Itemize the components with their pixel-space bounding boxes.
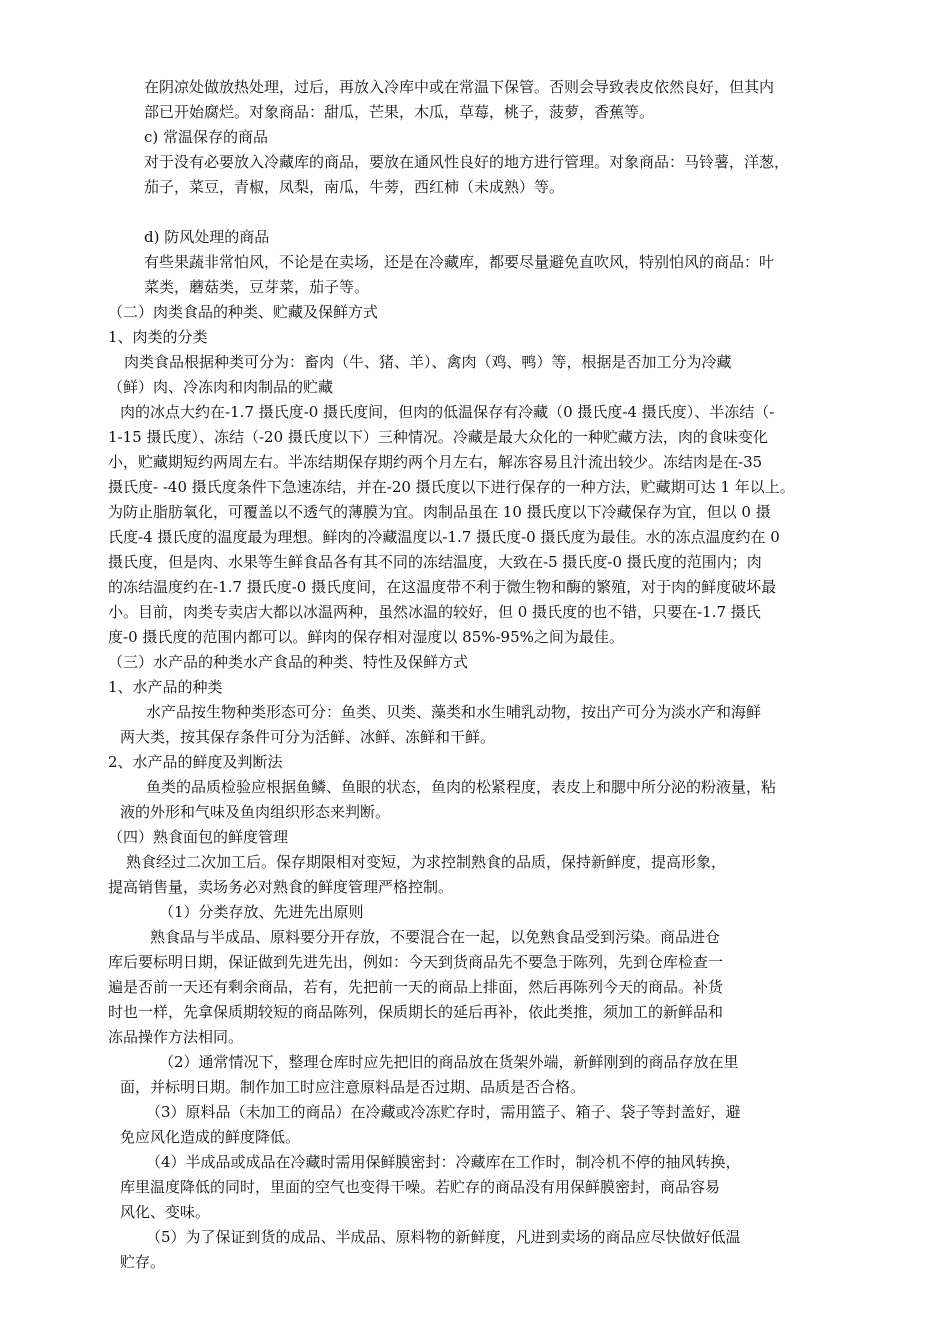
subsection-heading: 1、水产品的种类 <box>108 678 223 696</box>
subsection-heading: 1、肉类的分类 <box>108 328 208 346</box>
text-line: 贮存。 <box>120 1253 166 1271</box>
text-line: 的冻结温度约在-1.7 摄氏度-0 摄氏度间，在这温度带不利于微生物和酶的繁殖，对于肉的鲜度破坏最 <box>108 578 777 596</box>
text-line: 小，贮藏期短约两周左右。半冻结期保存期约两个月左右，解冻容易且汁流出较少。冻结肉是在-35 <box>108 453 763 471</box>
text-line: 氏度-4 摄氏度的温度最为理想。鲜肉的冷藏温度以-1.7 摄氏度-0 摄氏度为最佳。水的冻点温度约在 0 <box>108 528 780 546</box>
text-line: 熟食经过二次加工后。保存期限相对变短，为求控制熟食的品质，保持新鲜度，提高形象， <box>126 853 727 871</box>
numbered-item-2: （2）通常情况下，整理仓库时应先把旧的商品放在货架外端，新鲜刚到的商品存放在里 <box>159 1053 739 1071</box>
text-line: 风化、变味。 <box>120 1203 211 1221</box>
text-line: （鲜）肉、冷冻肉和肉制品的贮藏 <box>108 378 334 396</box>
text-line: 两大类，按其保存条件可分为活鲜、冰鲜、冻鲜和干鲜。 <box>120 728 496 746</box>
text-line: 摄氏度，但是肉、水果等生鲜食品各有其不同的冻结温度，大致在-5 摄氏度-0 摄氏度的范围内；肉 <box>108 553 762 571</box>
text-line: 有些果蔬非常怕风，不论是在卖场，还是在冷藏库，都要尽量避免直吹风，特别怕风的商品：叶 <box>144 253 775 271</box>
text-line: 部已开始腐烂。对象商品：甜瓜，芒果，木瓜，草莓，桃子，菠萝，香蕉等。 <box>144 103 655 121</box>
list-heading-d: d) 防风处理的商品 <box>144 228 270 246</box>
text-line: 摄氏度- -40 摄氏度条件下急速冻结，并在-20 摄氏度以下进行保存的一种方法，贮藏期可达 1 年以上。 <box>108 478 795 496</box>
text-line: 遍是否前一天还有剩余商品，若有，先把前一天的商品上排面，然后再陈列今天的商品。补货 <box>108 978 724 996</box>
text-line: 时也一样，先拿保质期较短的商品陈列，保质期长的延后再补，依此类推，须加工的新鲜品和 <box>108 1003 724 1021</box>
text-line: 在阴凉处做放热处理，过后，再放入冷库中或在常温下保管。否则会导致表皮依然良好，但其内 <box>144 78 775 96</box>
text-line: 肉类食品根据种类可分为：畜肉（牛、猪、羊）、禽肉（鸡、鸭）等，根据是否加工分为冷藏 <box>124 353 732 371</box>
text-line: 为防止脂肪氧化，可覆盖以不透气的薄膜为宜。肉制品虽在 10 摄氏度以下冷藏保存为宜，但以 0 摄 <box>108 503 771 521</box>
text-line: 对于没有必要放入冷藏库的商品，要放在通风性良好的地方进行管理。对象商品：马铃薯，洋葱， <box>144 153 790 171</box>
text-line: 熟食品与半成品、原料要分开存放，不要混合在一起，以免熟食品受到污染。商品进仓 <box>150 928 721 946</box>
text-line: 1-15 摄氏度）、冻结（-20 摄氏度以下）三种情况。冷藏是最大众化的一种贮藏方法，肉的食味变化 <box>108 428 768 446</box>
text-line: 鱼类的品质检验应根据鱼鳞、鱼眼的状态，鱼肉的松紧程度，表皮上和腮中所分泌的粉液量，粘 <box>146 778 777 796</box>
text-line: 库后要标明日期，保证做到先进先出，例如：今天到货商品先不要急于陈列，先到仓库检查一 <box>108 953 724 971</box>
numbered-item-3: （3）原料品（未加工的商品）在冷藏或冷冻贮存时，需用篮子、箱子、袋子等封盖好，避 <box>146 1103 741 1121</box>
text-line: 冻品操作方法相同。 <box>108 1028 244 1046</box>
numbered-item-4: （4）半成品或成品在冷藏时需用保鲜膜密封：冷藏库在工作时，制冷机不停的抽风转换， <box>146 1153 741 1171</box>
numbered-item-5: （5）为了保证到货的成品、半成品、原料物的新鲜度，凡进到卖场的商品应尽快做好低温 <box>146 1228 741 1246</box>
text-line: 面，并标明日期。制作加工时应注意原料品是否过期、品质是否合格。 <box>120 1078 586 1096</box>
numbered-heading-1: （1）分类存放、先进先出原则 <box>159 903 364 921</box>
subsection-heading: 2、水产品的鲜度及判断法 <box>108 753 283 771</box>
text-line: 液的外形和气味及鱼肉组织形态来判断。 <box>120 803 391 821</box>
text-line: 水产品按生物种类形态可分：鱼类、贝类、藻类和水生哺乳动物，按出产可分为淡水产和海鲜 <box>146 703 762 721</box>
text-line: 免应风化造成的鲜度降低。 <box>120 1128 301 1146</box>
text-line: 提高销售量，卖场务必对熟食的鲜度管理严格控制。 <box>108 878 454 896</box>
list-heading-c: c) 常温保存的商品 <box>144 128 269 146</box>
text-line: 小。目前，肉类专卖店大都以冰温两种，虽然冰温的较好，但 0 摄氏度的也不错，只要在-1.7 摄氏 <box>108 603 761 621</box>
section-heading-4: （四）熟食面包的鲜度管理 <box>108 828 289 846</box>
section-heading-3: （三）水产品的种类水产食品的种类、特性及保鲜方式 <box>108 653 469 671</box>
section-heading-2: （二）肉类食品的种类、贮藏及保鲜方式 <box>108 303 379 321</box>
text-line: 度-0 摄氏度的范围内都可以。鲜肉的保存相对湿度以 85%-95%之间为最佳。 <box>108 628 624 646</box>
text-line: 菜类，蘑菇类，豆芽菜，茄子等。 <box>144 278 370 296</box>
text-line: 库里温度降低的同时，里面的空气也变得干噪。若贮存的商品没有用保鲜膜密封，商品容易 <box>120 1178 721 1196</box>
text-line: 肉的冰点大约在-1.7 摄氏度-0 摄氏度间，但肉的低温保存有冷藏（0 摄氏度-4 摄氏度）、半冻结（- <box>120 403 775 421</box>
text-line: 茄子，菜豆，青椒，凤梨，南瓜，牛蒡，西红柿（未成熟）等。 <box>144 178 565 196</box>
